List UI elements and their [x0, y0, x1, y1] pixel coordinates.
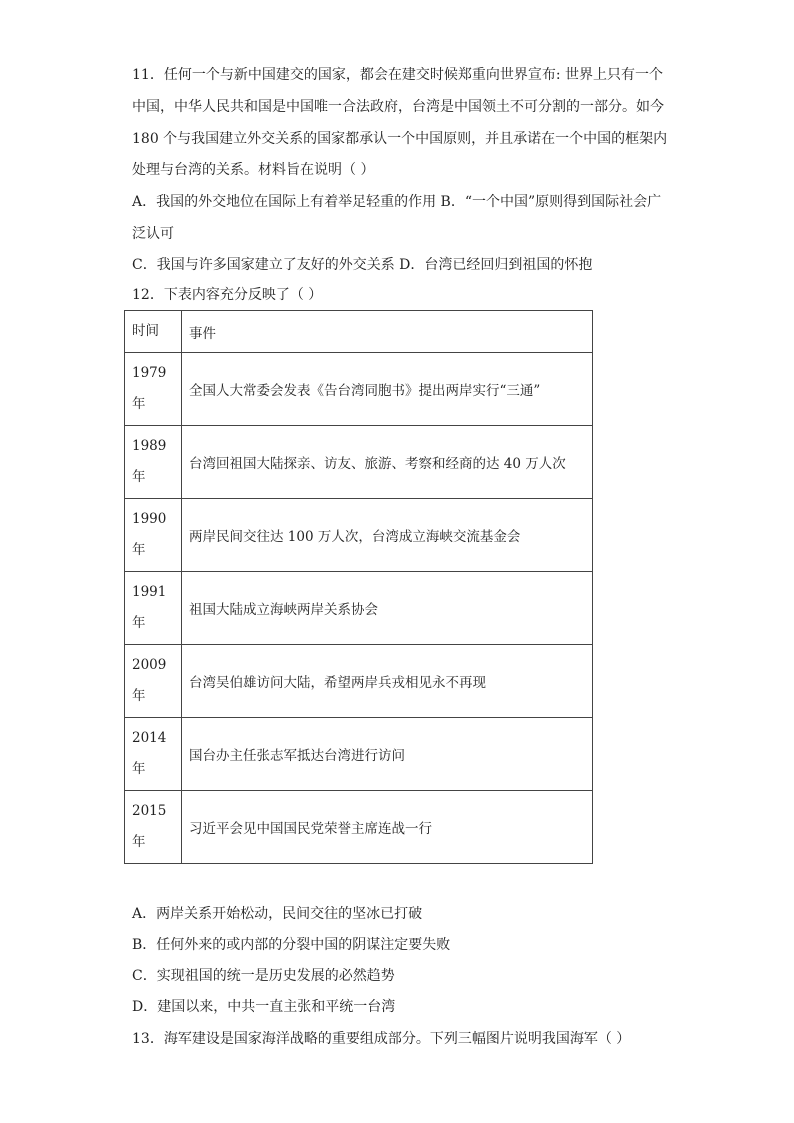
year-cell	[125, 645, 182, 718]
year-cell	[125, 572, 182, 645]
q11-line: 180 个与我国建立外交关系的国家都承认一个中国原则，并且承诺在一个中国的框架内	[132, 131, 668, 147]
event-cell: 台湾吴伯雄访问大陆，希望两岸兵戎相见永不再现	[182, 645, 593, 718]
year-value: 1990	[132, 511, 167, 527]
event-cell: 习近平会见中国国民党荣誉主席连战一行	[182, 791, 593, 864]
table-row	[125, 499, 593, 572]
q13-stem: 13．海军建设是国家海洋战略的重要组成部分。下列三幅图片说明我国海军（ ）	[132, 1031, 631, 1047]
q11-line: 处理与台湾的关系。材料旨在说明（ ）	[132, 162, 375, 178]
event-cell: 两岸民间交往达 100 万人次，台湾成立海峡交流基金会	[182, 499, 593, 572]
header-event: 事件	[182, 311, 593, 353]
q11-option-cd: C．我国与许多国家建立了友好的外交关系 D．台湾已经回归到祖国的怀抱	[132, 257, 593, 273]
event-cell: 台湾回祖国大陆探亲、访友、旅游、考察和经商的达 40 万人次	[182, 426, 593, 499]
q11-line: 11．任何一个与新中国建交的国家，都会在建交时候郑重向世界宣布: 世界上只有一个	[132, 67, 663, 83]
year-unit: 年	[132, 469, 146, 485]
year-unit: 年	[132, 542, 146, 558]
year-unit: 年	[132, 834, 146, 850]
q12-option-b: B．任何外来的或内部的分裂中国的阴谋注定要失败	[132, 937, 451, 953]
table-header-row	[125, 311, 593, 353]
table-row	[125, 645, 593, 718]
table-row	[125, 791, 593, 864]
q12-option-c: C．实现祖国的统一是历史发展的必然趋势	[132, 968, 395, 984]
year-unit: 年	[132, 688, 146, 704]
header-time: 时间	[125, 311, 182, 353]
year-unit: 年	[132, 396, 146, 412]
q11-option-b-cont: 泛认可	[132, 226, 174, 242]
table-row	[125, 426, 593, 499]
q12-option-d: D．建国以来，中共一直主张和平统一台湾	[132, 999, 396, 1015]
year-value: 1989	[132, 438, 167, 454]
year-cell	[125, 353, 182, 426]
event-cell: 祖国大陆成立海峡两岸关系协会	[182, 572, 593, 645]
year-value: 2014	[132, 730, 167, 746]
year-cell	[125, 718, 182, 791]
table-row	[125, 353, 593, 426]
event-cell: 国台办主任张志军抵达台湾进行访问	[182, 718, 593, 791]
year-value: 1979	[132, 365, 167, 381]
q11-option-ab: A．我国的外交地位在国际上有着举足轻重的作用 B．“一个中国”原则得到国际社会广	[132, 194, 662, 210]
year-cell	[125, 426, 182, 499]
table-row	[125, 718, 593, 791]
events-table	[124, 310, 593, 864]
q12-stem: 12．下表内容充分反映了（ ）	[132, 287, 323, 303]
year-unit: 年	[132, 615, 146, 631]
year-value: 1991	[132, 584, 167, 600]
year-cell	[125, 499, 182, 572]
event-cell: 全国人大常委会发表《告台湾同胞书》提出两岸实行“三通”	[182, 353, 593, 426]
table-row	[125, 572, 593, 645]
year-cell	[125, 791, 182, 864]
year-unit: 年	[132, 761, 146, 777]
year-value: 2009	[132, 657, 167, 673]
q12-option-a: A．两岸关系开始松动，民间交往的坚冰已打破	[132, 906, 423, 922]
q11-line: 中国，中华人民共和国是中国唯一合法政府，台湾是中国领土不可分割的一部分。如今	[132, 99, 664, 115]
year-value: 2015	[132, 803, 167, 819]
